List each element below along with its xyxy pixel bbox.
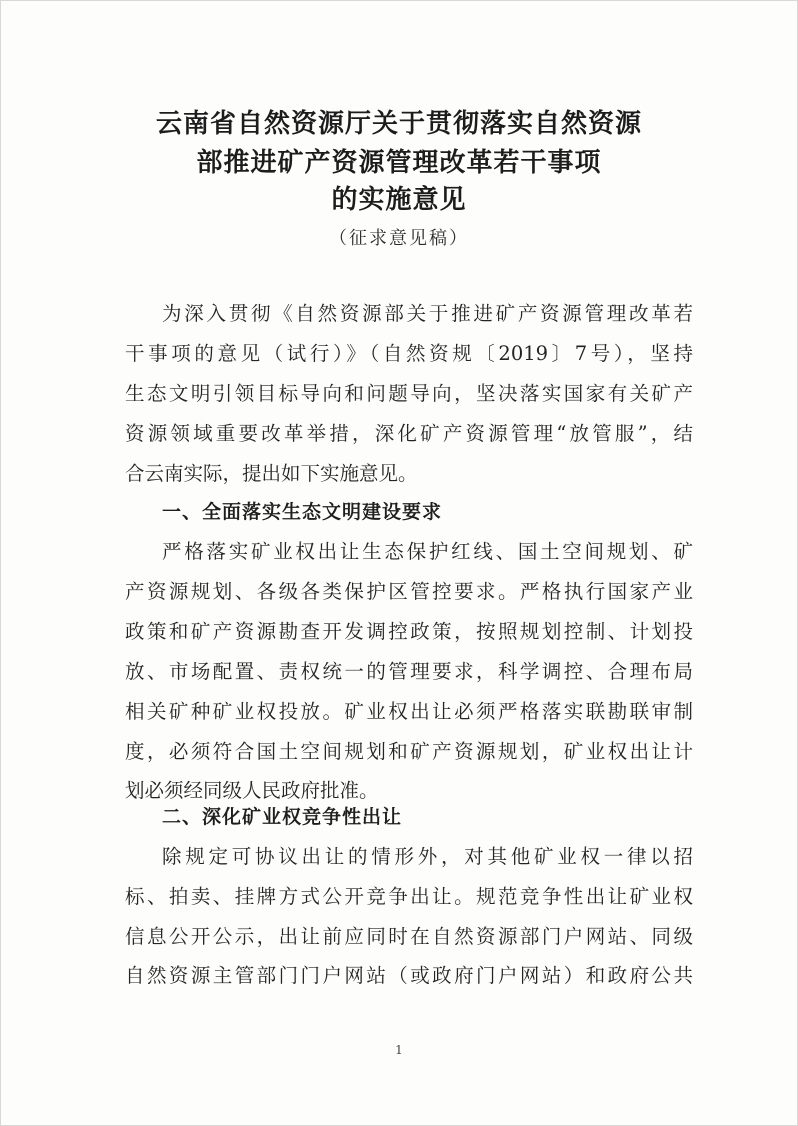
document-title-line-3: 的实施意见: [331, 185, 467, 215]
section-1-line-7: 划必须经同级人民政府批准。: [125, 779, 379, 802]
section-2-line-4: 自然资源主管部门门户网站（或政府门户网站）和政府公共: [125, 964, 693, 987]
section-1-line-2: 产资源规划、各级各类保护区管控要求。严格执行国家产业: [125, 580, 693, 603]
section-1-line-3: 政策和矿产资源勘查开发调控政策，按照规划控制、计划投: [125, 620, 693, 643]
section-1-line-6: 度，必须符合国土空间规划和矿产资源规划，矿业权出让计: [125, 740, 693, 763]
section-1-line-5: 相关矿种矿业权投放。矿业权出让必须严格落实联勘联审制: [125, 700, 693, 723]
section-1-line-1: 严格落实矿业权出让生态保护红线、国土空间规划、矿: [162, 540, 693, 563]
document-title-line-2: 部推进矿产资源管理改革若干事项: [196, 148, 602, 178]
section-1-line-4: 放、市场配置、责权统一的管理要求，科学调控、合理布局: [125, 660, 693, 683]
intro-line-3: 生态文明引领目标导向和问题导向，坚决落实国家有关矿产: [125, 382, 693, 405]
section-2-heading: 二、深化矿业权竞争性出让: [162, 806, 403, 828]
document-subtitle: （征求意见稿）: [329, 228, 469, 249]
section-1-heading: 一、全面落实生态文明建设要求: [162, 501, 443, 523]
document-title-line-1: 云南省自然资源厅关于贯彻落实自然资源: [155, 109, 642, 139]
intro-line-1: 为深入贯彻《自然资源部关于推进矿产资源管理改革若: [162, 302, 693, 325]
intro-line-2: 干事项的意见（试行）》（自然资规〔2019〕7号），坚持: [125, 342, 693, 365]
section-2-line-3: 信息公开公示，出让前应同时在自然资源部门户网站、同级: [125, 925, 693, 948]
intro-line-4: 资源领域重要改革举措，深化矿产资源管理“放管服”，结: [125, 422, 693, 445]
section-2-line-1: 除规定可协议出让的情形外，对其他矿业权一律以招: [162, 845, 693, 868]
intro-line-5: 合云南实际，提出如下实施意见。: [125, 462, 418, 485]
section-2-line-2: 标、拍卖、挂牌方式公开竞争出让。规范竞争性出让矿业权: [125, 885, 693, 908]
page-number: 1: [395, 1043, 403, 1057]
